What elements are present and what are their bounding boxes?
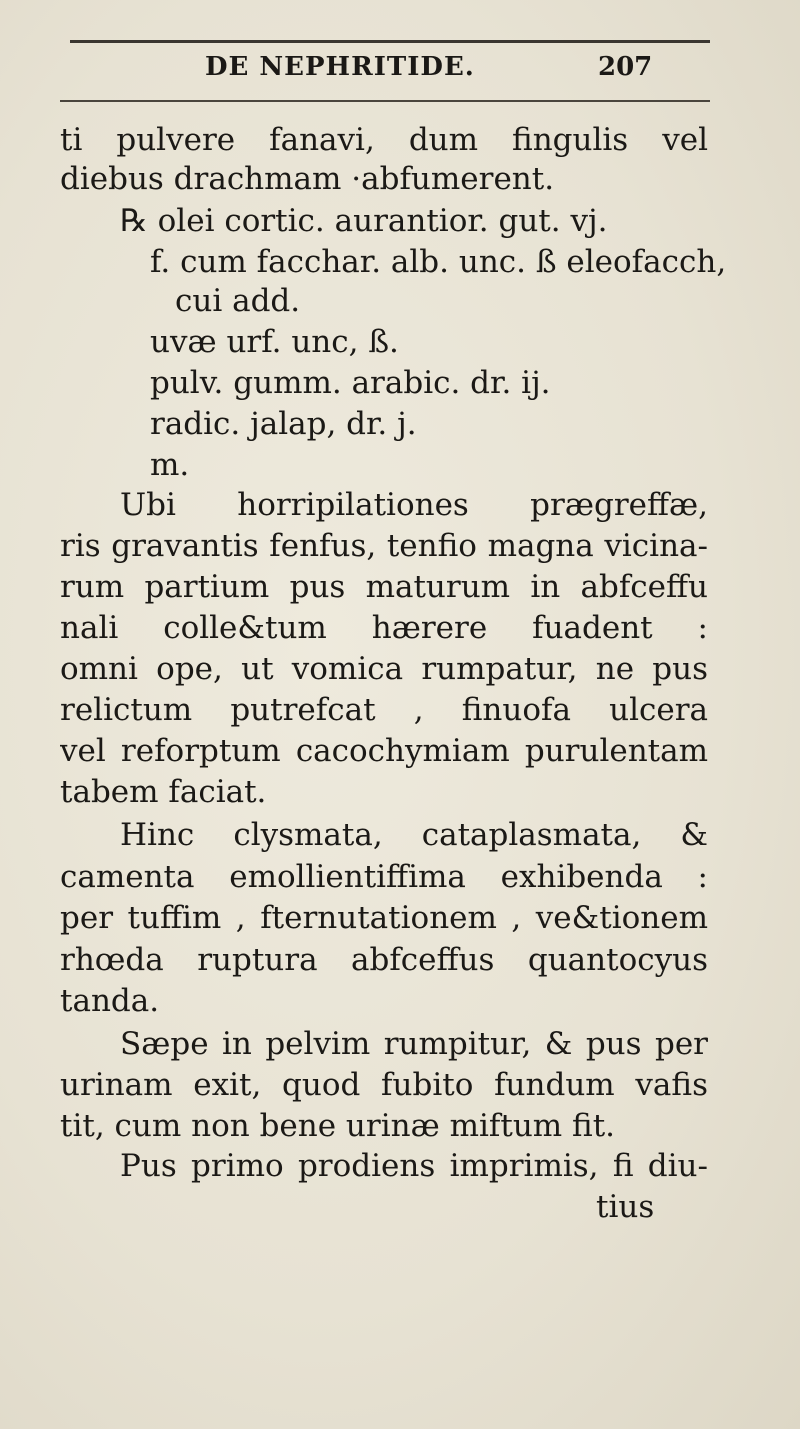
text-line: Ubi horripilationes prægreffæ, — [120, 487, 708, 523]
text-line: vel reforptum cacochymiam purulentam — [60, 733, 708, 769]
text-line: rum partium pus maturum in abfceffu — [60, 569, 708, 605]
text-line: nali colle&tum hærere fuadent : — [60, 610, 708, 646]
prescription-line: ℞ olei cortic. aurantior. gut. vj. — [120, 203, 608, 239]
catchword: tius — [596, 1189, 655, 1225]
prescription-line: pulv. gumm. arabic. dr. ij. — [150, 365, 551, 401]
text-line: Hinc clysmata, cataplasmata, & — [120, 817, 708, 853]
prescription-line: radic. jalap, dr. j. — [150, 406, 417, 442]
text-line: diebus drachmam ·abfumerent. — [60, 161, 555, 197]
text-line: urinam exit, quod fubito fundum vafis — [60, 1067, 708, 1103]
running-title: DE NEPHRITIDE. — [205, 52, 475, 82]
text-line: camenta emollientiffima exhibenda : — [60, 859, 708, 895]
text-line: tabem faciat. — [60, 774, 267, 810]
text-line: ris gravantis fenfus, tenfio magna vicina- — [60, 528, 708, 564]
page-number: 207 — [598, 52, 653, 82]
prescription-line: f. cum facchar. alb. unc. ß eleofacch, — [150, 244, 727, 280]
text-line: tanda. — [60, 983, 160, 1019]
text-line: omni ope, ut vomica rumpatur, ne pus — [60, 651, 708, 687]
prescription-line: m. — [150, 447, 190, 483]
prescription-line: uvæ urf. unc, ß. — [150, 324, 399, 360]
text-line: ti pulvere fanavi, dum fingulis vel — [60, 122, 708, 158]
text-line: relictum putrefcat , finuofa ulcera — [60, 692, 708, 728]
prescription-line: cui add. — [175, 283, 301, 319]
text-line: tit, cum non bene urinæ miftum fit. — [60, 1108, 616, 1144]
text-line: per tuffim , fternutationem , ve&tionem — [60, 900, 708, 936]
text-line: Pus primo prodiens imprimis, fi diu- — [120, 1148, 708, 1184]
text-line: rhœda ruptura abfceffus quantocyus — [60, 942, 708, 978]
text-line: Sæpe in pelvim rumpitur, & pus per — [120, 1026, 708, 1062]
